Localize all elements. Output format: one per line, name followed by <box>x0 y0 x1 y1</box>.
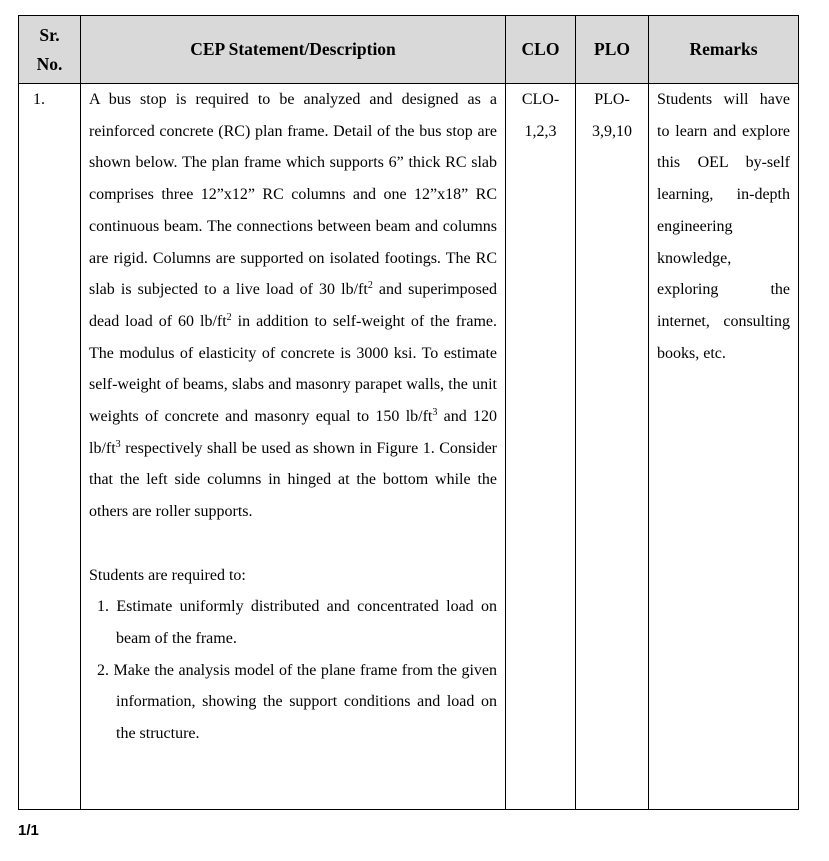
cell-description <box>81 84 506 810</box>
cell-clo <box>506 84 576 810</box>
plo-line2: 3,9,10 <box>592 122 632 140</box>
header-plo: PLO <box>576 16 649 84</box>
paragraph-spacer <box>89 528 497 560</box>
header-sr-line2: No. <box>36 53 63 74</box>
description-paragraph <box>89 84 497 528</box>
cep-table <box>18 15 799 810</box>
header-sr-line1: Sr. <box>39 24 60 45</box>
header-remarks: Remarks <box>649 16 799 84</box>
students-intro: Students are required to: <box>89 566 246 584</box>
desc-text-d: and 120 lb/ft <box>89 408 497 457</box>
page-number: 1/1 <box>18 822 39 839</box>
header-sr-no <box>19 16 81 84</box>
table-header-row <box>19 16 799 84</box>
desc-text-e: respectively shall be used as shown in Figure 1. Consider that the left side columns in hinged at the bottom while the others are roller supports. <box>89 439 497 521</box>
plo-line1: PLO- <box>594 91 630 108</box>
desc-text-b: and superimposed dead load of 60 lb/ft <box>89 281 497 330</box>
remarks-text: Students will have to learn and explore this OEL by-self learning, in-depth engineering knowledge, exploring the internet, consulting books, etc. <box>657 91 790 362</box>
desc-text-a: A bus stop is required to be analyzed and designed as a reinforced concrete (RC) plan frame. Detail of the bus stop are shown below. The plan frame which supports 6” thick RC slab comprises three 12”x12” RC columns and one 12”x18” RC continuous beam. The connections between beam and columns are rigid. Columns are supported on isolated footings. The RC slab is subjected to a live load of 30 lb/ft <box>89 91 497 299</box>
clo-line2: 1,2,3 <box>524 122 557 140</box>
cell-plo <box>576 84 649 810</box>
cell-remarks <box>649 84 799 810</box>
clo-line1: CLO- <box>521 91 560 108</box>
header-statement: CEP Statement/Description <box>81 16 506 84</box>
desc-sup-2: 2 <box>226 311 232 323</box>
task-item-2: 2. Make the analysis model of the plane frame from the given information, showing the support conditions and load on the structure. <box>97 661 497 743</box>
header-clo: CLO <box>506 16 576 84</box>
desc-sup-4: 3 <box>115 438 121 450</box>
task-item-1: 1. Estimate uniformly distributed and concentrated load on beam of the frame. <box>97 598 497 647</box>
desc-sup-3: 3 <box>432 407 438 419</box>
table-row <box>19 84 799 810</box>
desc-sup-1: 2 <box>367 280 373 292</box>
cell-sr-no: 1. <box>19 84 81 810</box>
desc-text-c: in addition to self-weight of the frame. The modulus of elasticity of concrete is 3000 ksi. To estimate self-weight of beams, slabs and masonry parapet walls, the unit weights of concrete and masonry equal to 150 lb/ft <box>89 312 498 426</box>
